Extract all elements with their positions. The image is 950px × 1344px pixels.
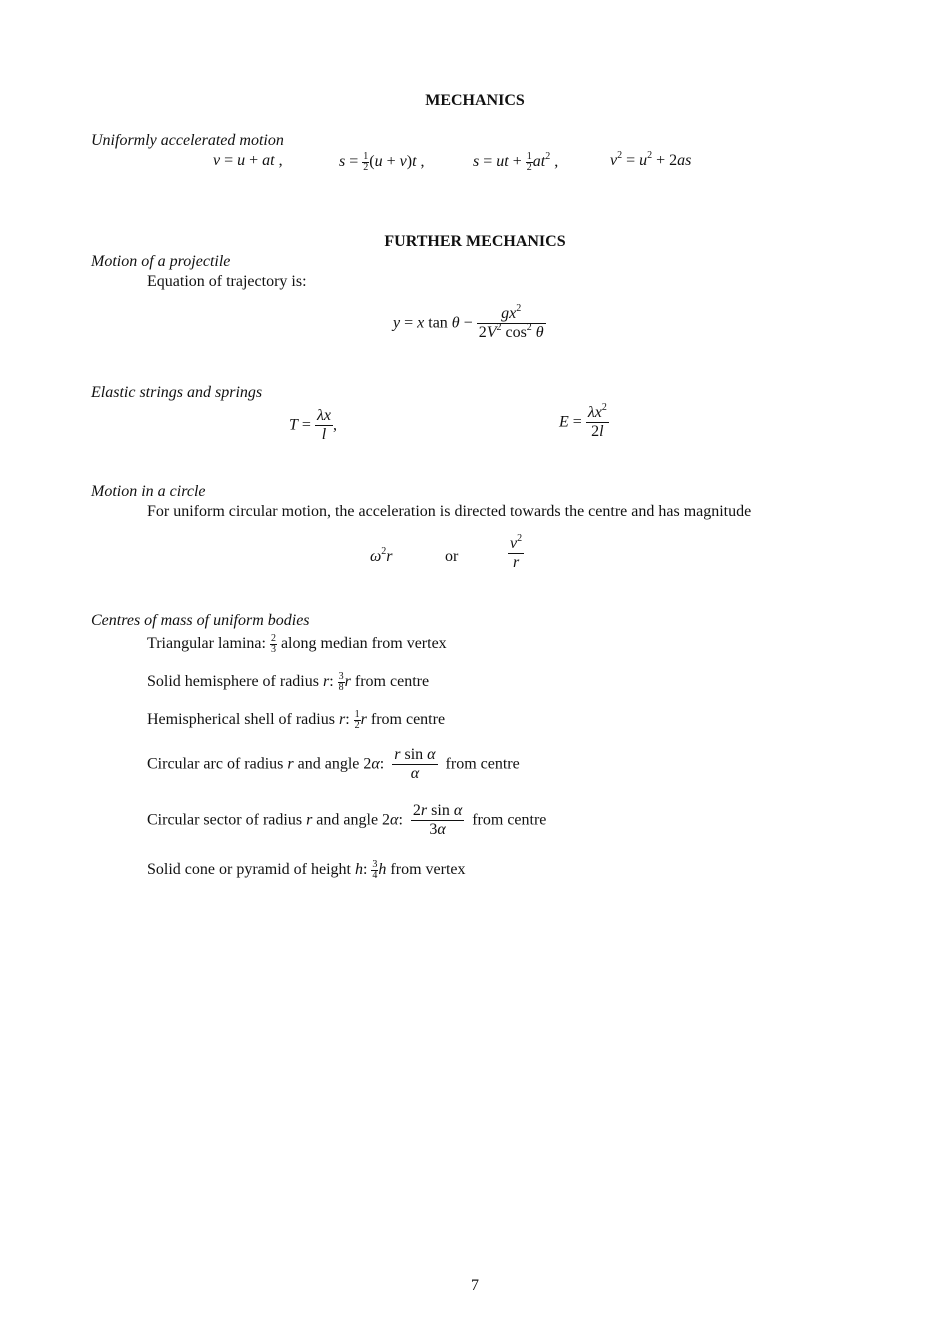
solid-hemisphere-line: Solid hemisphere of radius r: $\frac{3}{8}$ r from centre [147,671,430,693]
cone-label: Solid cone or pyramid of height [147,861,351,879]
equation-v2-u2-2as: $v^2 = u^2 + 2as$ [610,150,692,169]
cone-suffix: from vertex [390,861,466,879]
arc-suffix: from centre [445,755,520,773]
solid-cone-line: Solid cone or pyramid of height h: $\frac{3}{4}$ h from vertex [147,859,466,881]
centres-heading: Centres of mass of uniform bodies [91,612,310,629]
hemisphere-label: Solid hemisphere of radius [147,673,319,691]
elastic-energy-equation: E = $\frac{\lambda x^2}{2l}$ [559,402,607,441]
sector-suffix: from centre [472,811,547,829]
shell-suffix: from centre [370,711,446,729]
v-squared-over-r: $\frac{v^2}{r}$ [510,533,523,572]
page-number: 7 [471,1277,479,1294]
shell-label: Hemispherical shell of radius [147,711,335,729]
triangular-lamina-line: Triangular lamina: $\frac{2}{3}$ along median from vertex [147,633,447,655]
elastic-heading: Elastic strings and springs [91,384,263,401]
suvat-equations [213,152,283,170]
circle-heading: Motion in a circle [91,483,206,500]
equation-s-half-uv-t: s = $\frac{1}{2}$ (u + v)t , [339,151,425,173]
trajectory-text: Equation of trajectory is: [147,273,307,290]
equation-v-u-at: v = u + at , [213,152,283,169]
uniform-motion-heading: Uniformly accelerated motion [91,132,284,149]
circle-text: For uniform circular motion, the acceleration is directed towards the centre and has magnitude [147,503,752,520]
hemisphere-suffix: from centre [354,673,430,691]
triangular-label: Triangular lamina: [147,635,266,653]
triangular-suffix: along median from vertex [280,635,447,653]
hemispherical-shell-line: Hemispherical shell of radius r: $\frac{1}{2}$ r from centre [147,709,446,731]
projectile-heading: Motion of a projectile [91,253,231,270]
circular-sector-line: Circular sector of radius r and angle 2α: $\frac{\text{2r sin α}}{3\alpha}$ from centre [147,802,547,839]
sector-label-b: and angle [316,811,379,829]
sector-label-a: Circular sector of radius [147,811,303,829]
equation-s-ut-half-at2: s = ut + $\frac{1}{2}$ $at^2$ , [473,151,559,173]
arc-label-a: Circular arc of radius [147,755,284,773]
or-text: or [445,548,459,565]
omega-squared-r: $\omega^2r$ [370,546,393,565]
mechanics-title: MECHANICS [425,92,525,109]
trajectory-equation: y = x tan θ − $\frac{gx^2}{2V^2 \cos^2 \theta}$ [393,303,544,342]
tension-equation: T = $\frac{\lambda x}{l}$ , [289,407,337,444]
further-mechanics-title: FURTHER MECHANICS [384,233,566,250]
arc-label-b: and angle [297,755,360,773]
circular-arc-line: Circular arc of radius r and angle 2α: $\frac{\text{r sin α}}{\alpha}$ from centre [147,746,520,783]
